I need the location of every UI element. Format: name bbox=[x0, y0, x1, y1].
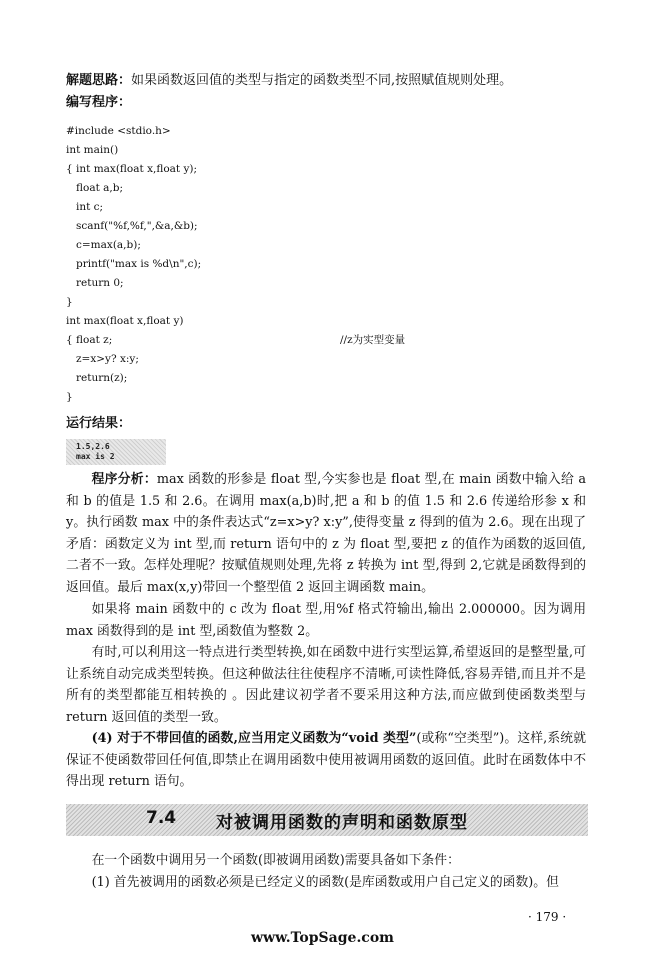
paragraph-5 bbox=[66, 850, 586, 872]
approach-text: 如果函数返回值的类型与指定的函数类型不同,按照赋值规则处理。 bbox=[131, 73, 513, 88]
paragraph-4 bbox=[66, 728, 586, 793]
program-label: 编写程序： bbox=[66, 95, 132, 110]
section-title: 对被调用函数的声明和函数原型 bbox=[216, 813, 468, 833]
section-heading-banner bbox=[66, 804, 588, 836]
code-line: { float z; bbox=[66, 334, 113, 346]
code-line: printf("max is %d\n",c); bbox=[76, 258, 202, 270]
run-output-line: max is 2 bbox=[76, 452, 115, 461]
paragraph-3 bbox=[66, 642, 586, 728]
code-line: int main() bbox=[66, 144, 119, 156]
code-line: } bbox=[66, 296, 73, 308]
code-line: c=max(a,b); bbox=[76, 239, 141, 251]
analysis-paragraph bbox=[66, 469, 586, 598]
page-number: · 179 · bbox=[528, 910, 567, 924]
run-label: 运行结果： bbox=[66, 416, 132, 431]
paragraph-5-text: 在一个函数中调用另一个函数(即被调用函数)需要具备如下条件： bbox=[91, 853, 460, 868]
paragraph-3-text: 有时,可以利用这一特点进行类型转换,如在函数中进行实型运算,希望返回的是整型量,可让系统自动完成类型转换。但这种做法往往使程序不清晰,可读性降低,容易弄错,而且并不是所有的类型都能互相转换的 。因此建议初学者不要采用这种方法,而应做到使函数类型与 return 返回值的类型一致。 bbox=[66, 645, 586, 725]
paragraph-6-text: (1) 首先被调用的函数必须是已经定义的函数(是库函数或用户自己定义的函数)。但 bbox=[91, 875, 559, 890]
paragraph-6 bbox=[66, 872, 586, 894]
code-comment: //z为实型变量 bbox=[340, 334, 406, 346]
code-line: z=x>y? x:y; bbox=[76, 353, 139, 365]
paragraph-2-text: 如果将 main 函数中的 c 改为 float 型,用%f 格式符输出,输出 2.000000。因为调用 max 函数得到的是 int 型,函数值为整数 2。 bbox=[66, 602, 586, 639]
code-line: return(z); bbox=[76, 372, 128, 384]
code-line: float a,b; bbox=[76, 182, 123, 194]
run-output-line: 1.5,2.6 bbox=[76, 442, 110, 451]
code-line: int max(float x,float y) bbox=[66, 315, 184, 327]
approach-label: 解题思路： bbox=[66, 73, 132, 88]
paragraph-2 bbox=[66, 599, 586, 642]
code-line: return 0; bbox=[76, 277, 124, 289]
code-line: { int max(float x,float y); bbox=[66, 163, 198, 175]
analysis-text: max 函数的形参是 float 型,今实参也是 float 型,在 main 函数中输入给 a 和 b 的值是 1.5 和 2.6。在调用 max(a,b)时,把 a 和 b 的值 1.5 和 2.6 传递给形参 x 和 y。执行函数 max 中的条件表达式“z=x>y? x:y”,使得变量 z 得到的值为 2.6。现在出现了矛盾：函数定义为 int 型,而 return 语句中的 z 为 float 型,要把 z 的值作为函数的返回值,二者不一致。怎样处理呢？按赋值规则处理,先将 z 转换为 int 型,得到 2,它就是函数得到的返回值。最后 max(x,y)带回一个整型值 2 返回主调函数 main。 bbox=[66, 472, 586, 595]
paragraph-4-bold: (4) 对于不带回值的函数,应当用定义函数为“void 类型” bbox=[91, 731, 417, 746]
paragraph-4-text: (或称“空类型”)。这样,系统就保证不使函数带回任何值,即禁止在调用函数中使用被调用函数的返回值。此时在函数体中不得出现 return 语句。 bbox=[66, 731, 587, 789]
section-number: 7.4 bbox=[146, 808, 177, 828]
code-line: #include <stdio.h> bbox=[66, 125, 171, 137]
code-line: int c; bbox=[76, 201, 104, 213]
run-output-screenshot bbox=[66, 439, 166, 465]
analysis-label: 程序分析： bbox=[91, 472, 157, 487]
code-line: scanf("%f,%f,",&a,&b); bbox=[76, 220, 198, 232]
approach-line bbox=[66, 72, 512, 90]
footer-watermark: www.TopSage.com bbox=[251, 930, 394, 946]
code-line: } bbox=[66, 391, 73, 403]
